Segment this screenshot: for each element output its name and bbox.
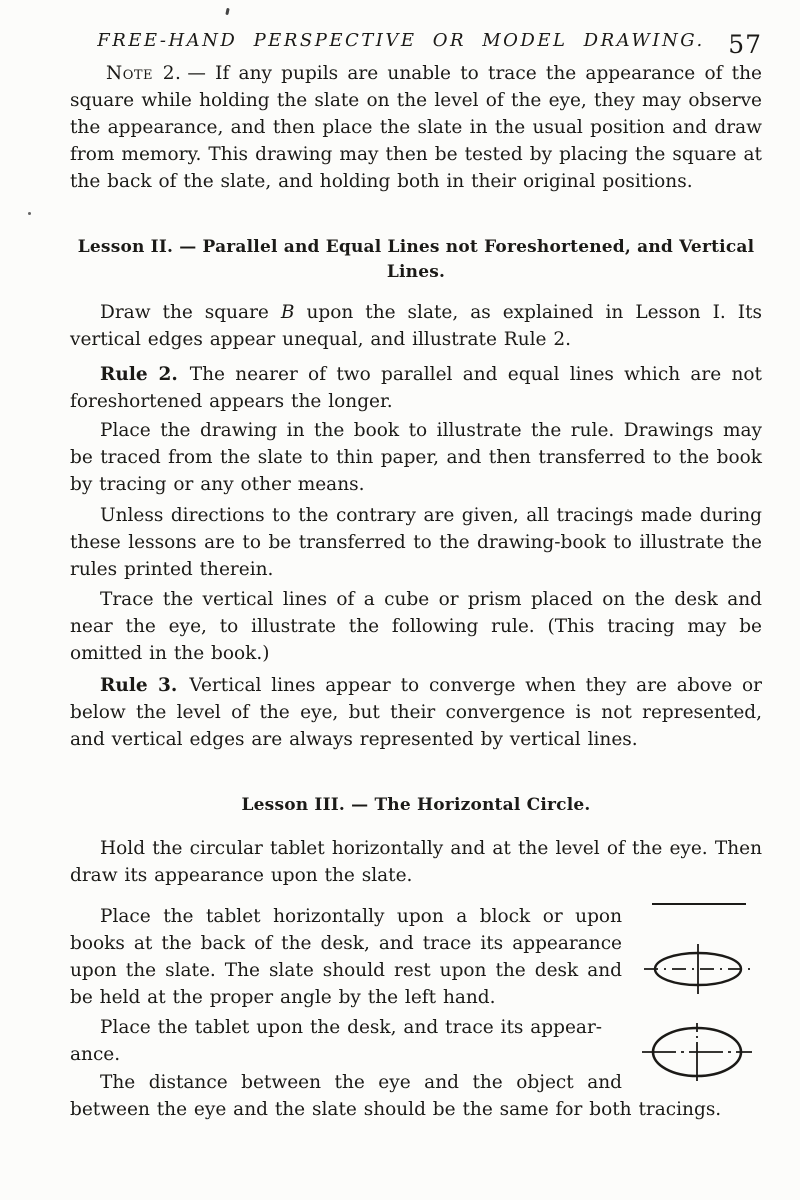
paragraph-draw-square [70, 299, 762, 353]
paragraph-trace-vertical: Trace the vertical lines of a cube or prism placed on the desk and near the eye, to illustrate the following rule. (This tracing may be omitted in the book.) [70, 589, 762, 664]
page-content [70, 0, 762, 1123]
rule3-text: Vertical lines appear to converge when they are above or below the level of the eye, but their convergence is not represented, and vertical edges are always represented by vertical lines. [70, 675, 762, 750]
figure-round-ellipse [622, 1013, 762, 1079]
lesson3-heading: Lesson III. — The Horizontal Circle. [241, 795, 591, 815]
round-ellipse-figure [641, 1021, 753, 1083]
desk-line2: ance. [70, 1044, 121, 1065]
draw-square-post: upon the slate, as explained in Lesson I. Its vertical edges appear unequal, and illustrate Rule 2. [70, 302, 762, 350]
scan-speck [28, 212, 31, 215]
paragraph-place-drawing: Place the drawing in the book to illustrate the rule. Drawings may be traced from the slate to thin paper, and then transferred to the book by tracing or any other means. [70, 420, 762, 495]
draw-square-pre: Draw the square [100, 302, 281, 323]
rule2-text: The nearer of two parallel and equal lines which are not foreshortened appears the longer. [70, 364, 762, 412]
square-variable-b: B [280, 302, 295, 323]
paragraph-place-tablet-horizontally: Place the tablet horizontally upon a block or upon books at the back of the desk, and trace its appearance upon the slate. The slate should rest upon the desk and be held at the proper angle by the left hand. [70, 906, 622, 1008]
note2-paragraph [70, 60, 762, 195]
rule2-paragraph [70, 361, 762, 415]
running-title: FREE-HAND PERSPECTIVE OR MODEL DRAWING. [97, 30, 705, 51]
page-header [70, 30, 762, 60]
page-number: 57 [728, 30, 762, 59]
rule3-paragraph [70, 672, 762, 753]
note2-label: Note 2. [106, 63, 182, 84]
rule2-label: Rule 2. [100, 364, 178, 385]
flat-ellipse-figure [643, 941, 753, 997]
rule3-label: Rule 3. [100, 675, 178, 696]
desk-line1: Place the tablet upon the desk, and trace its appear- [100, 1017, 603, 1038]
paragraph-distance: The distance between the eye and the object and between the eye and the slate should be the same for both tracings. [70, 1072, 722, 1120]
paragraph-unless-directions: Unless directions to the contrary are given, all tracings made during these lessons are to be transferred to the drawing-book to illustrate the rules printed therein. [70, 505, 762, 580]
lesson2-heading: Lesson II. — Parallel and Equal Lines not Foreshortened, and Vertical Lines. [77, 237, 755, 282]
figure-edge-view-and-flat-ellipse [622, 902, 762, 1010]
note2-text: — If any pupils are unable to trace the appearance of the square while holding the slate on the level of the eye, they may observe the appearance, and then place the slate in the usual position and draw from memory. This drawing may then be tested by placing the square at the back of the slate, and holding both in their original positions. [70, 63, 762, 192]
paragraph-hold-tablet: Hold the circular tablet horizontally and at the level of the eye. Then draw its appearance upon the slate. [70, 838, 762, 886]
straight-line-figure [652, 903, 746, 905]
